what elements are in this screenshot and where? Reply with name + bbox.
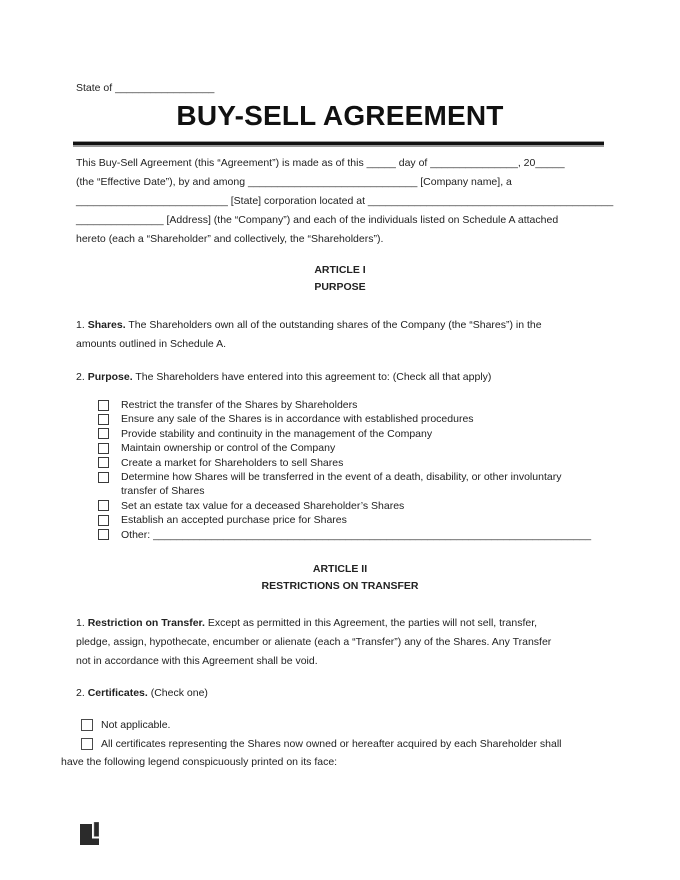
article-2-subtitle: RESTRICTIONS ON TRANSFER: [261, 580, 419, 592]
section-label: Restriction on Transfer.: [87, 617, 205, 629]
state-of-label: State of: [76, 82, 113, 94]
section-label: Shares.: [87, 319, 126, 331]
section-text: The Shareholders have entered into this agreement to: (Check all that apply): [135, 371, 492, 383]
intro-line: (the “Effective Date”), by and among _____________________________ [Company name], a: [76, 176, 512, 188]
intro-line: _______________ [Address] (the “Company”) and each of the individuals listed on Schedule A attached: [76, 214, 559, 226]
checkbox-unchecked-icon[interactable]: [98, 428, 109, 439]
section-restriction-on-transfer: [76, 614, 551, 671]
article-1-heading: [0, 262, 680, 296]
checkbox-unchecked-icon[interactable]: [98, 500, 109, 511]
intro-line: This Buy-Sell Agreement (this “Agreement”) is made as of this _____ day of _______________, 20_____: [76, 157, 565, 169]
section-text: pledge, assign, hypothecate, encumber or alienate (each a “Transfer”) any of the Shares. Any Transfer: [76, 636, 552, 648]
section-shares: [76, 316, 542, 354]
page-title: BUY-SELL AGREEMENT: [176, 100, 504, 131]
section-label: Certificates.: [87, 687, 148, 699]
article-1-subtitle: PURPOSE: [314, 281, 366, 293]
checklist-item-restrict-transfer: Restrict the transfer of the Shares by Shareholders: [76, 398, 616, 412]
section-label: Purpose.: [87, 371, 133, 383]
checkbox-unchecked-icon[interactable]: [98, 529, 109, 540]
state-of-blank[interactable]: _________________: [115, 82, 215, 94]
article-2-heading: [0, 561, 680, 595]
checklist-item-create-market: Create a market for Shareholders to sell Shares: [76, 456, 616, 470]
article-2-title: ARTICLE II: [312, 563, 368, 575]
section-certificates: [76, 684, 208, 703]
intro-line: hereto (each a “Shareholder” and collectively, the “Shareholders”).: [76, 233, 384, 245]
cert-option-all-certificates: All certificates representing the Shares now owned or hereafter acquired by each Shareholder shall have the following legend conspicuously printed on its face:: [61, 737, 562, 769]
checkbox-unchecked-icon[interactable]: [98, 472, 109, 483]
section-text: amounts outlined in Schedule A.: [76, 338, 227, 350]
legal-templates-logo-icon: [80, 822, 99, 845]
section-text: (Check one): [150, 687, 208, 699]
section-text: The Shareholders own all of the outstanding shares of the Company (the “Shares”) in the: [128, 319, 542, 331]
section-number: 1.: [76, 617, 85, 629]
checkbox-unchecked-icon[interactable]: [98, 414, 109, 425]
section-purpose: [76, 368, 491, 387]
checklist-item-provide-stability: Provide stability and continuity in the management of the Company: [76, 427, 616, 441]
checkbox-unchecked-icon[interactable]: [81, 738, 93, 750]
section-number: 2.: [76, 371, 85, 383]
certificates-options: [61, 716, 621, 772]
article-1-title: ARTICLE I: [314, 264, 366, 276]
checklist-item-other: Other: ___________________________________________________________________________: [76, 528, 616, 542]
checkbox-unchecked-icon[interactable]: [98, 457, 109, 468]
checkbox-unchecked-icon[interactable]: [98, 443, 109, 454]
section-text: not in accordance with this Agreement shall be void.: [76, 655, 318, 667]
checklist-item-maintain-ownership: Maintain ownership or control of the Company: [76, 441, 616, 455]
legal-templates-logo: [80, 822, 99, 845]
checkbox-unchecked-icon[interactable]: [98, 515, 109, 526]
title-divider: [73, 141, 604, 147]
checklist-item-purchase-price: Establish an accepted purchase price for Shares: [76, 513, 616, 527]
section-number: 1.: [76, 319, 85, 331]
checklist-item-ensure-sale: Ensure any sale of the Shares is in accordance with established procedures: [76, 412, 616, 426]
intro-line: __________________________ [State] corporation located at __________________________________________: [76, 195, 614, 207]
cert-option-not-applicable: Not applicable.: [61, 716, 621, 735]
checklist-item-determine-transfer: Determine how Shares will be transferred in the event of a death, disability, or other involuntary transfer of Shares: [76, 470, 616, 499]
section-number: 2.: [76, 687, 85, 699]
state-of-line: [76, 81, 214, 95]
checklist-item-estate-tax-value: Set an estate tax value for a deceased Shareholder’s Shares: [76, 499, 616, 513]
intro-paragraph: [76, 154, 613, 249]
purpose-checklist: [76, 398, 616, 542]
section-text: Except as permitted in this Agreement, the parties will not sell, transfer,: [207, 617, 538, 629]
checkbox-unchecked-icon[interactable]: [81, 719, 93, 731]
checkbox-unchecked-icon[interactable]: [98, 400, 109, 411]
